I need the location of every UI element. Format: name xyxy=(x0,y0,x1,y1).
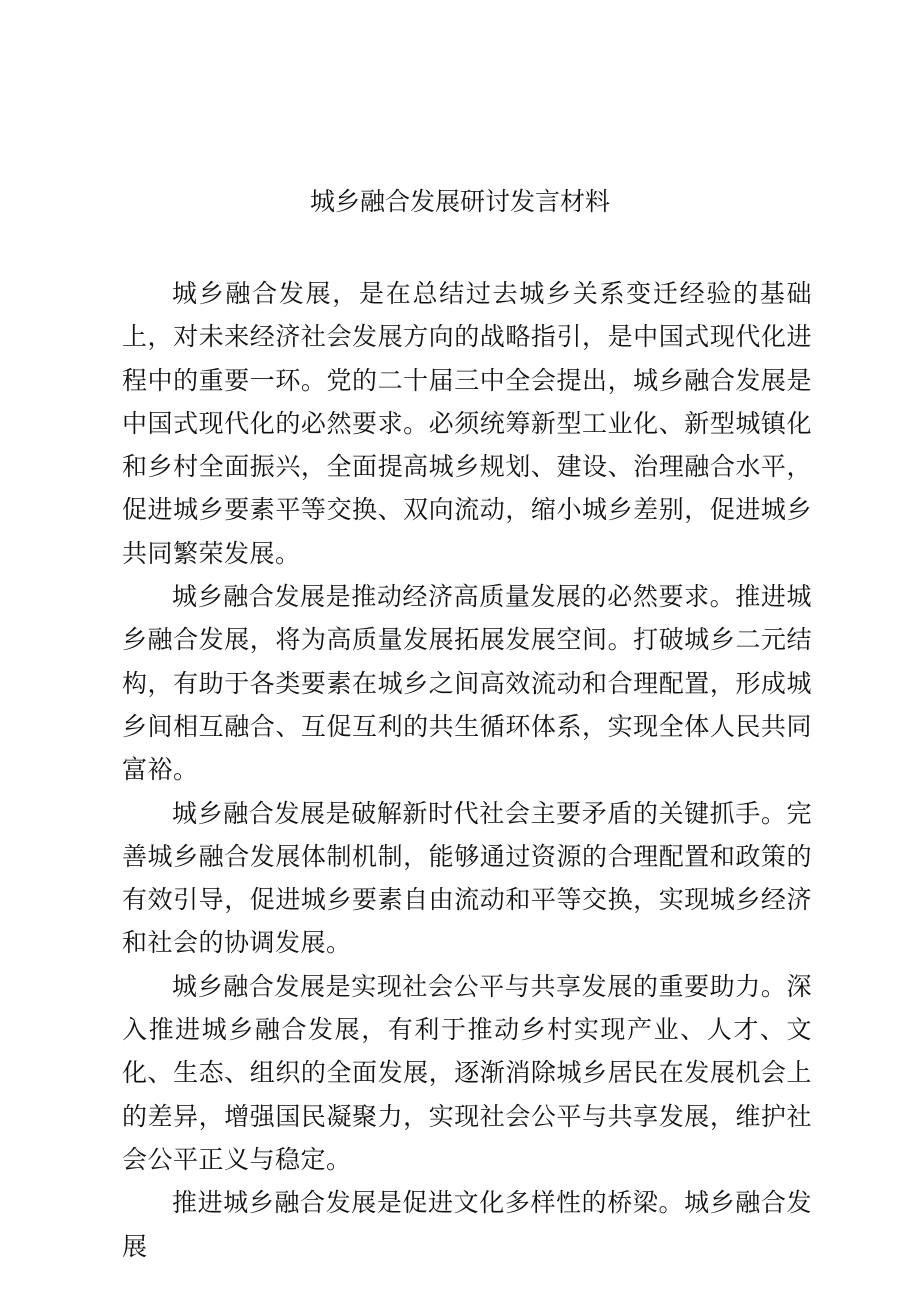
paragraph-2: 城乡融合发展是推动经济高质量发展的必然要求。推进城乡融合发展，将为高质量发展拓展发展空间。打破城乡二元结构，有助于各类要素在城乡之间高效流动和合理配置，形成城乡间相互融合、互促互利的共生循环体系，实现全体人民共同富裕。 xyxy=(122,582,812,785)
paragraph-3: 城乡融合发展是破解新时代社会主要矛盾的关键抓手。完善城乡融合发展体制机制，能够通过资源的合理配置和政策的有效引导，促进城乡要素自由流动和平等交换，实现城乡经济和社会的协调发展。 xyxy=(122,798,812,958)
paragraph-4: 城乡融合发展是实现社会公平与共享发展的重要助力。深入推进城乡融合发展，有利于推动乡村实现产业、人才、文化、生态、组织的全面发展，逐渐消除城乡居民在发展机会上的差异，增强国民凝聚力，实现社会公平与共享发展，维护社会公平正义与稳定。 xyxy=(122,971,812,1174)
paragraph-5: 推进城乡融合发展是促进文化多样性的桥梁。城乡融合发展 xyxy=(122,1188,812,1261)
paragraph-1: 城乡融合发展，是在总结过去城乡关系变迁经验的基础上，对未来经济社会发展方向的战略指引，是中国式现代化进程中的重要一环。党的二十届三中全会提出，城乡融合发展是中国式现代化的必然要求。必须统筹新型工业化、新型城镇化和乡村全面振兴，全面提高城乡规划、建设、治理融合水平，促进城乡要素平等交换、双向流动，缩小城乡差别，促进城乡共同繁荣发展。 xyxy=(122,279,812,568)
document-body xyxy=(122,272,812,1268)
document-title: 城乡融合发展研讨发言材料 xyxy=(309,187,610,216)
